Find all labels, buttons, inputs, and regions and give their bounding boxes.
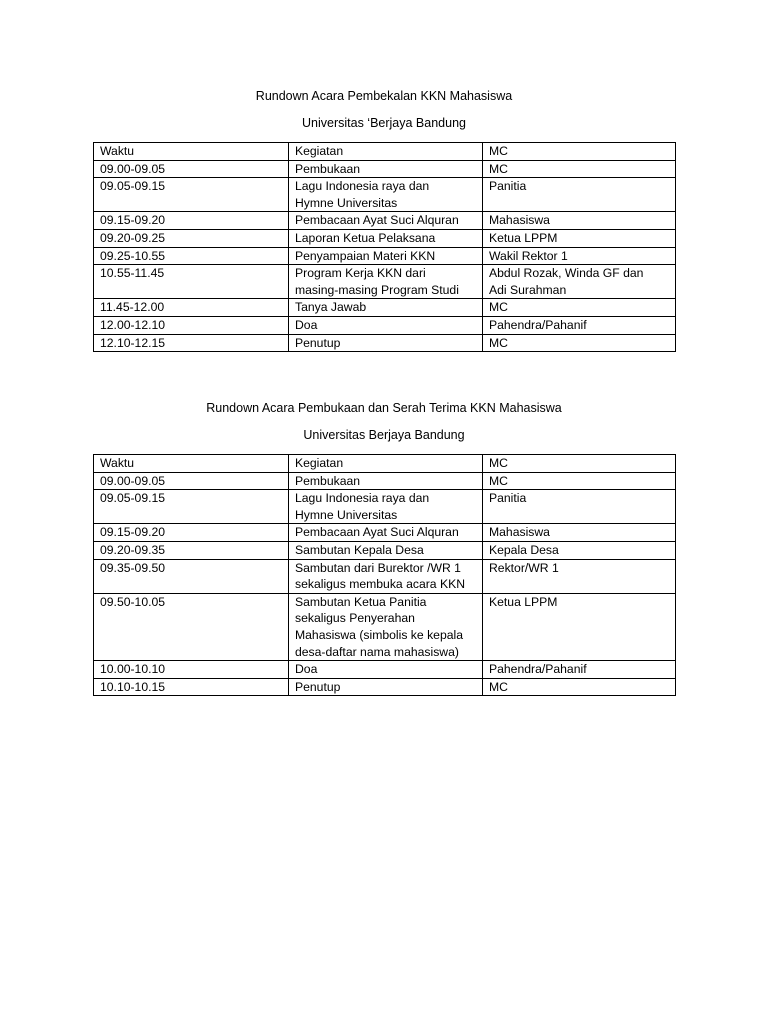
cell-mc: Panitia: [483, 490, 676, 524]
table-row: [94, 316, 676, 334]
cell-mc: MC: [483, 678, 676, 696]
header-waktu: Waktu: [94, 455, 289, 473]
cell-kegiatan: Pembukaan: [289, 472, 483, 490]
cell-kegiatan: Tanya Jawab: [289, 299, 483, 317]
table-row: [94, 178, 676, 212]
table-header-row: [94, 455, 676, 473]
cell-waktu: 10.10-10.15: [94, 678, 289, 696]
cell-waktu: 11.45-12.00: [94, 299, 289, 317]
header-waktu: Waktu: [94, 143, 289, 161]
header-mc: MC: [483, 143, 676, 161]
cell-mc: Wakil Rektor 1: [483, 247, 676, 265]
cell-waktu: 12.10-12.15: [94, 334, 289, 352]
cell-kegiatan: Penutup: [289, 678, 483, 696]
header-mc: MC: [483, 455, 676, 473]
cell-kegiatan: Pembacaan Ayat Suci Alquran: [289, 524, 483, 542]
section-title: Rundown Acara Pembukaan dan Serah Terima KKN Mahasiswa: [206, 401, 562, 415]
table-row: [94, 490, 676, 524]
cell-waktu: 09.00-09.05: [94, 472, 289, 490]
section-subtitle: Universitas ‘Berjaya Bandung: [302, 116, 466, 130]
cell-kegiatan: Pembukaan: [289, 160, 483, 178]
table-row: [94, 212, 676, 230]
rundown-section-pembekalan: [93, 88, 675, 352]
table-row: [94, 661, 676, 679]
cell-mc: Ketua LPPM: [483, 229, 676, 247]
cell-mc: Pahendra/Pahanif: [483, 661, 676, 679]
table-row: [94, 593, 676, 660]
cell-mc: Ketua LPPM: [483, 593, 676, 660]
cell-kegiatan: Sambutan Kepala Desa: [289, 541, 483, 559]
cell-kegiatan: Doa: [289, 316, 483, 334]
cell-mc: MC: [483, 472, 676, 490]
cell-kegiatan: Sambutan dari Burektor /WR 1 sekaligus membuka acara KKN: [289, 559, 483, 593]
table-row: [94, 229, 676, 247]
table-row: [94, 247, 676, 265]
header-kegiatan: Kegiatan: [289, 143, 483, 161]
cell-mc: Mahasiswa: [483, 524, 676, 542]
section-subtitle: Universitas Berjaya Bandung: [303, 428, 465, 442]
cell-mc: Mahasiswa: [483, 212, 676, 230]
cell-waktu: 09.35-09.50: [94, 559, 289, 593]
table-row: [94, 559, 676, 593]
cell-waktu: 09.05-09.15: [94, 178, 289, 212]
table-row: [94, 265, 676, 299]
cell-waktu: 09.50-10.05: [94, 593, 289, 660]
table-row: [94, 299, 676, 317]
cell-mc: MC: [483, 160, 676, 178]
table-row: [94, 334, 676, 352]
table-row: [94, 472, 676, 490]
rundown-section-pembukaan: [93, 400, 675, 696]
cell-kegiatan: Penyampaian Materi KKN: [289, 247, 483, 265]
cell-mc: Kepala Desa: [483, 541, 676, 559]
cell-mc: Panitia: [483, 178, 676, 212]
cell-mc: Rektor/WR 1: [483, 559, 676, 593]
section-title: Rundown Acara Pembekalan KKN Mahasiswa: [255, 89, 513, 103]
cell-kegiatan: Lagu Indonesia raya dan Hymne Universitas: [289, 490, 483, 524]
cell-kegiatan: Doa: [289, 661, 483, 679]
header-kegiatan: Kegiatan: [289, 455, 483, 473]
table-row: [94, 160, 676, 178]
cell-kegiatan: Lagu Indonesia raya dan Hymne Universitas: [289, 178, 483, 212]
cell-waktu: 09.15-09.20: [94, 524, 289, 542]
table-row: [94, 541, 676, 559]
table-header-row: [94, 143, 676, 161]
cell-mc: Abdul Rozak, Winda GF dan Adi Surahman: [483, 265, 676, 299]
rundown-table: [93, 142, 676, 352]
cell-waktu: 09.05-09.15: [94, 490, 289, 524]
cell-mc: Pahendra/Pahanif: [483, 316, 676, 334]
cell-kegiatan: Penutup: [289, 334, 483, 352]
cell-mc: MC: [483, 334, 676, 352]
cell-waktu: 09.15-09.20: [94, 212, 289, 230]
cell-waktu: 10.00-10.10: [94, 661, 289, 679]
cell-waktu: 10.55-11.45: [94, 265, 289, 299]
cell-waktu: 09.20-09.25: [94, 229, 289, 247]
cell-kegiatan: Sambutan Ketua Panitia sekaligus Penyerahan Mahasiswa (simbolis ke kepala desa-daftar nama mahasiswa): [289, 593, 483, 660]
cell-waktu: 12.00-12.10: [94, 316, 289, 334]
cell-waktu: 09.00-09.05: [94, 160, 289, 178]
cell-waktu: 09.20-09.35: [94, 541, 289, 559]
cell-mc: MC: [483, 299, 676, 317]
table-row: [94, 524, 676, 542]
rundown-table: [93, 454, 676, 696]
cell-kegiatan: Pembacaan Ayat Suci Alquran: [289, 212, 483, 230]
cell-waktu: 09.25-10.55: [94, 247, 289, 265]
table-row: [94, 678, 676, 696]
cell-kegiatan: Laporan Ketua Pelaksana: [289, 229, 483, 247]
cell-kegiatan: Program Kerja KKN dari masing-masing Program Studi: [289, 265, 483, 299]
